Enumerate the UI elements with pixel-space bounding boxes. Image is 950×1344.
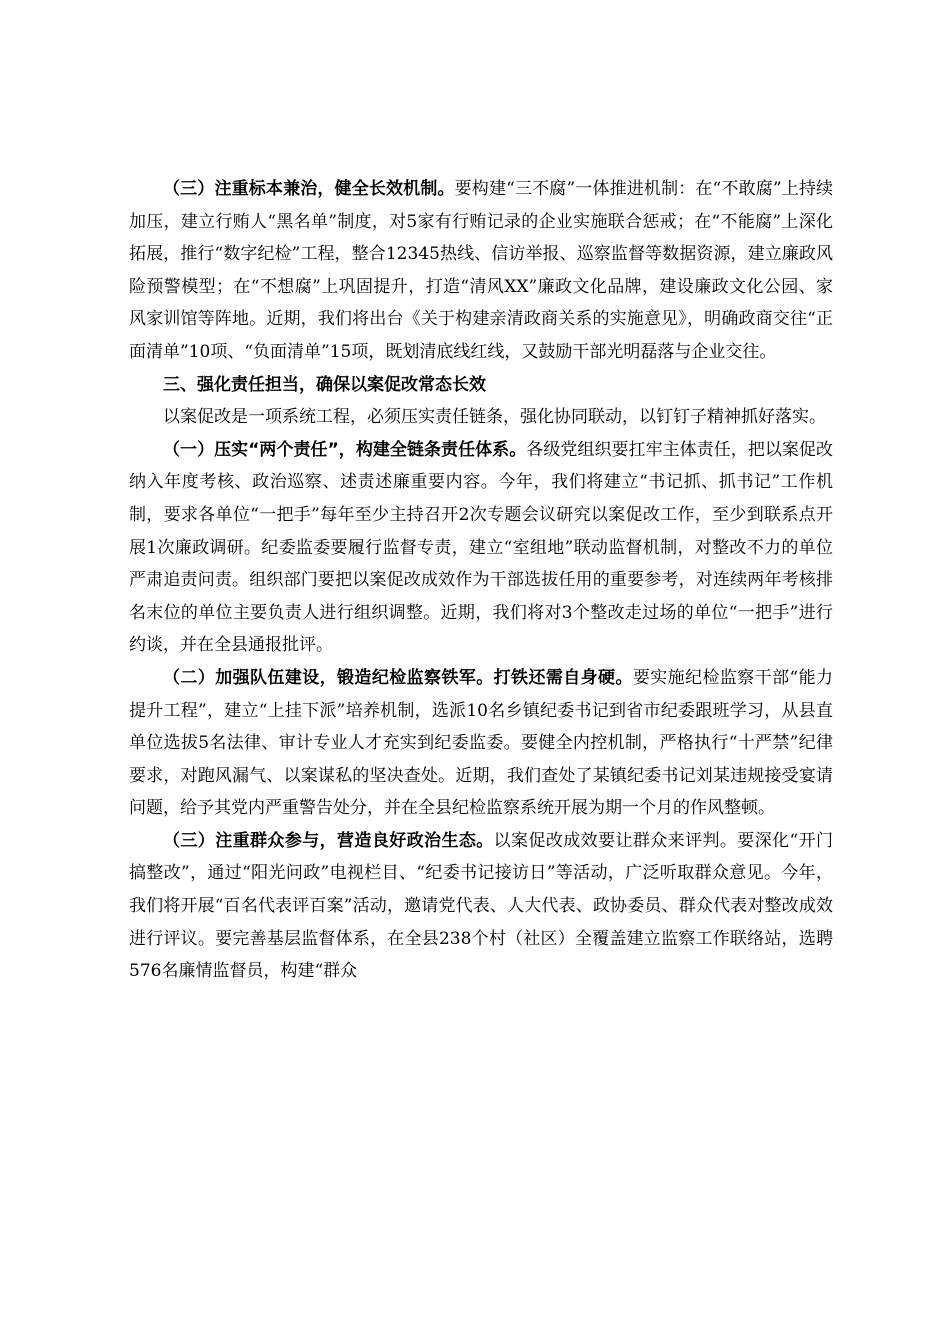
paragraph-lead: （二）加强队伍建设，锻造纪检监察铁军。打铁还需自身硬。 <box>163 667 633 688</box>
paragraph-team-building <box>129 662 833 825</box>
paragraph-text: 要实施纪检监察干部“能力提升工程”，建立“上挂下派”培养机制，选派10名乡镇纪委书记到省市纪委跟班学习，从县直单位选拔5名法律、审计专业人才充实到纪委监委。要健全内控机制，严格执行“十严禁”纪律要求，对跑风漏气、以案谋私的坚决查处。近期，我们查处了某镇纪委书记刘某违规接受宴请问题，给予其党内严重警告处分，并在全县纪检监察系统开展为期一个月的作风整顿。 <box>129 667 833 819</box>
paragraph-two-responsibilities <box>129 434 833 662</box>
paragraph-public-participation <box>129 825 833 988</box>
paragraph-lead: （三）注重群众参与，营造良好政治生态。 <box>163 830 494 851</box>
paragraph-text: 要构建“三不腐”一体推进机制：在“不敢腐”上持续加压，建立行贿人“黑名单”制度，对5家有行贿记录的企业实施联合惩戒；在“不能腐”上深化拓展，推行“数字纪检”工程，整合12345热线、信访举报、巡察监督等数据资源，建立廉政风险预警模型；在“不想腐”上巩固提升，打造“清风XX”廉政文化品牌，建设廉政文化公园、家风家训馆等阵地。近期，我们将出台《关于构建亲清政商关系的实施意见》，明确政商交往“正面清单”10项、“负面清单”15项，既划清底线红线，又鼓励干部光明磊落与企业交往。 <box>129 179 834 362</box>
paragraph-text: 各级党组织要扛牢主体责任，把以案促改纳入年度考核、政治巡察、述责述廉重要内容。今年，我们将建立“书记抓、抓书记”工作机制，要求各单位“一把手”每年至少主持召开2次专题会议研究以案促改工作，至少到联系点开展1次廉政调研。纪委监委要履行监督专责，建立“室组地”联动监督机制，对整改不力的单位严肃追责问责。组织部门要把以案促改成效作为干部选拔任用的重要参考，对连续两年考核排名末位的单位主要负责人进行组织调整。近期，我们将对3个整改走过场的单位“一把手”进行约谈，并在全县通报批评。 <box>129 439 833 656</box>
paragraph-text: 以案促改成效要让群众来评判。要深化“开门搞整改”，通过“阳光问政”电视栏目、“纪委书记接访日”等活动，广泛听取群众意见。今年，我们将开展“百名代表评百案”活动，邀请党代表、人大代表、政协委员、群众代表对整改成效进行评议。要完善基层监督体系，在全县238个村（社区）全覆盖建立监察工作联络站，选聘576名廉情监督员，构建“群众 <box>129 830 833 982</box>
paragraph-lead: （一）压实“两个责任”，构建全链条责任体系。 <box>163 439 527 460</box>
paragraph-text: 以案促改是一项系统工程，必须压实责任链条，强化协同联动，以钉钉子精神抓好落实。 <box>163 407 826 428</box>
paragraph-lead: （三）注重标本兼治，健全长效机制。 <box>163 179 455 199</box>
document-page <box>129 173 833 988</box>
paragraph-section-intro <box>129 401 833 434</box>
paragraph-governance-mechanism <box>129 173 833 369</box>
section-heading: 三、强化责任担当，确保以案促改常态长效 <box>163 374 486 395</box>
